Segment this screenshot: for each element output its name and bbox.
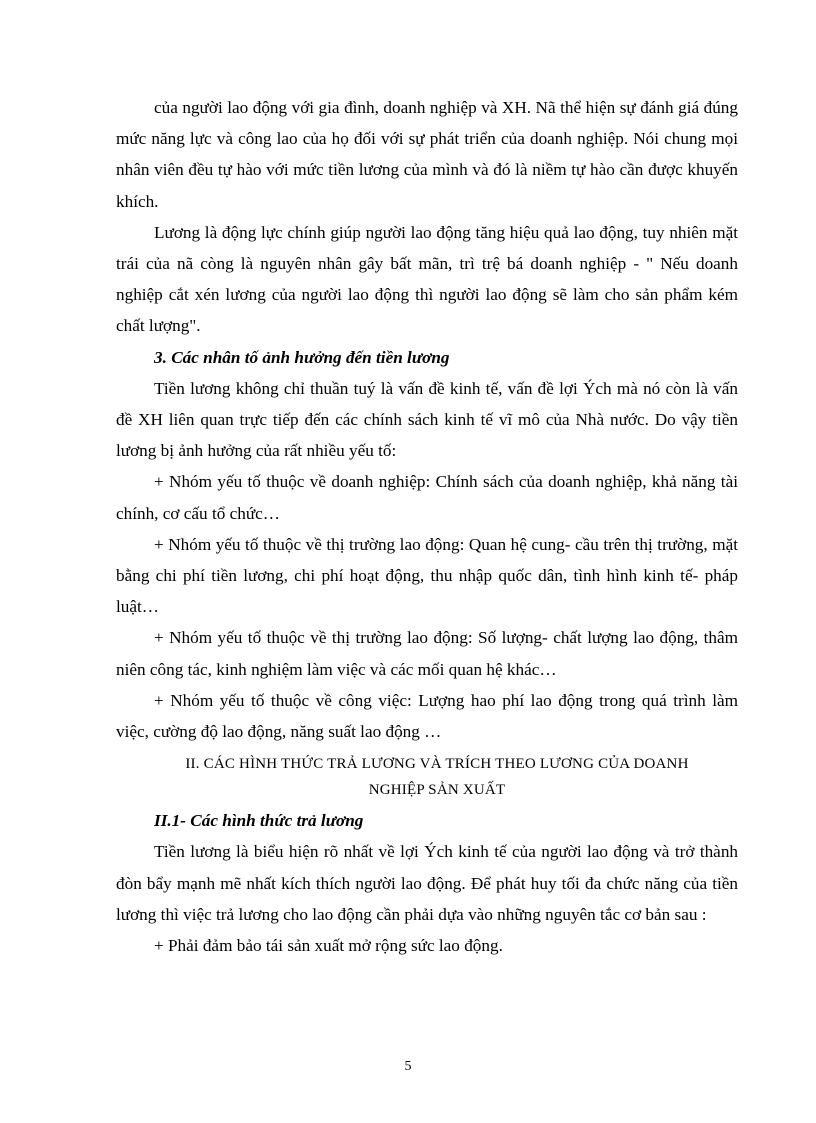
section-heading-line-1: II. CÁC HÌNH THỨC TRẢ LƯƠNG VÀ TRÍCH THEO LƯƠNG CỦA DOANH xyxy=(185,756,689,773)
list-item-reproduction: + Phải đảm bảo tái sản xuất mở rộng sức lao động. xyxy=(154,936,503,956)
section-heading-line-2: NGHIỆP SẢN XUẤT xyxy=(368,782,506,799)
heading-factors: 3. Các nhân tố ảnh hưởng đến tiền lương xyxy=(154,347,450,367)
document-body xyxy=(116,92,738,961)
heading-payment-forms: II.1- Các hình thức trả lương xyxy=(154,811,364,831)
section-heading xyxy=(136,751,738,803)
list-item-enterprise-factors: + Nhóm yếu tố thuộc về doanh nghiệp: Chính sách của doanh nghiệp, khả năng tài chính, cơ cấu tổ chức… xyxy=(116,472,738,523)
paragraph-factors-intro: Tiền lương không chỉ thuần tuý là vấn đề kinh tế, vấn đề lợi Ých mà nó còn là vấn đề XH liên quan trực tiếp đến các chính sách kinh tế vĩ mô của Nhà nước. Do vậy tiền lương bị ảnh hưởng của rất nhiều yếu tố: xyxy=(116,378,738,461)
paragraph-wage-motivation: Lương là động lực chính giúp người lao động tăng hiệu quả lao động, tuy nhiên mặt trái của nã còng là nguyên nhân gây bất mãn, trì trệ bá doanh nghiệp - " Nếu doanh nghiệp cắt xén lương của người lao động thì người lao động sẽ làm cho sản phẩm kém chất lượng". xyxy=(116,222,738,336)
list-item-market-factors: + Nhóm yếu tố thuộc về thị trường lao động: Quan hệ cung- cầu trên thị trường, mặt bằng chi phí tiền lương, chi phí hoạt động, thu nhập quốc dân, tình hình kinh tế- pháp luật… xyxy=(116,534,738,617)
paragraph-wage-pride: của người lao động với gia đình, doanh nghiệp và XH. Nã thể hiện sự đánh giá đúng mức năng lực và công lao của họ đối với sự phát triển của doanh nghiệp. Nói chung mọi nhân viên đều tự hào với mức tiền lương của mình và đó là niềm tự hào cần được khuyến khích. xyxy=(116,98,738,211)
list-item-job-factors: + Nhóm yếu tố thuộc về công việc: Lượng hao phí lao động trong quá trình làm việc, cường độ lao động, năng suất lao động … xyxy=(116,690,738,742)
paragraph-payment-principles: Tiền lương là biểu hiện rõ nhất về lợi Ých kinh tế của người lao động và trở thành đòn bẩy mạnh mẽ nhất kích thích người lao động. Để phát huy tối đa chức năng của tiền lương thì việc trả lương cho lao động cần phải dựa vào những nguyên tắc cơ bản sau : xyxy=(116,842,738,924)
list-item-labor-factors: + Nhóm yếu tố thuộc về thị trường lao động: Số lượng- chất lượng lao động, thâm niên công tác, kinh nghiệm làm việc và các mối quan hệ khác… xyxy=(116,628,738,679)
page-number: 5 xyxy=(404,1059,412,1074)
